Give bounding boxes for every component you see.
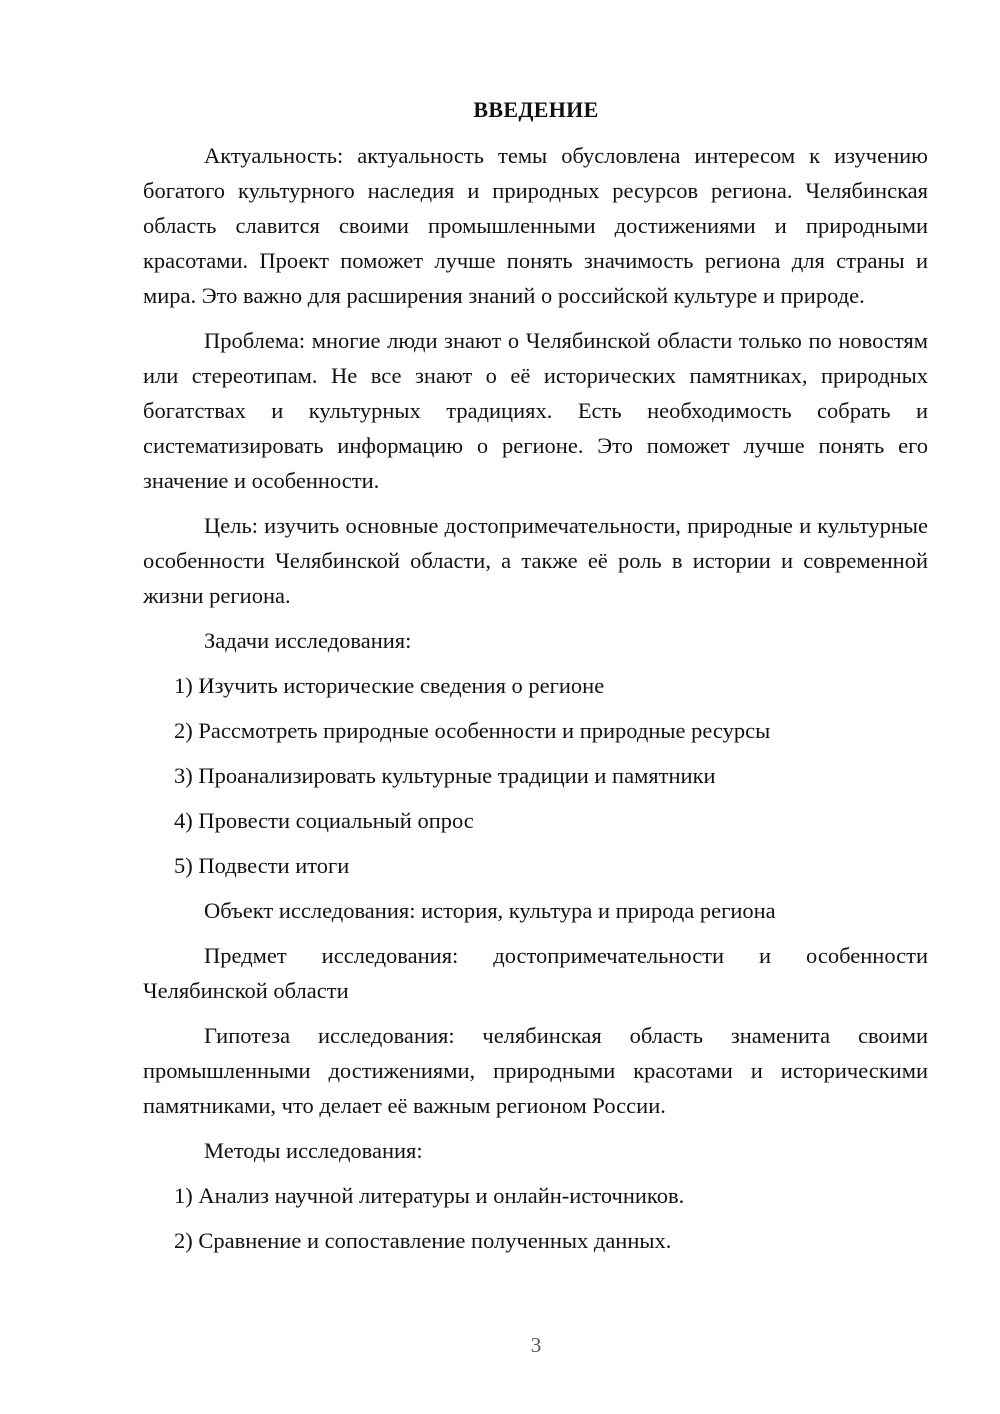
method-item: 2) Сравнение и сопоставление полученных данных. — [174, 1228, 672, 1253]
task-item: 2) Рассмотреть природные особенности и природные ресурсы — [174, 718, 771, 743]
hypothesis-paragraph: Гипотеза исследования: челябинская область знаменита своими промышленными достижениями, природными красотами и историческими памятниками, что делает её важным регионом России. — [143, 1023, 928, 1118]
section-heading: ВВЕДЕНИЕ — [473, 97, 599, 122]
task-item: 1) Изучить исторические сведения о регионе — [174, 673, 605, 698]
relevance-paragraph: Актуальность: актуальность темы обусловлена интересом к изучению богатого культурного наследия и природных ресурсов региона. Челябинская область славится своими промышленными достижениями и природными красотами. Проект поможет лучше понять значимость региона для страны и мира. Это важно для расширения знаний о российской культуре и природе. — [143, 143, 928, 308]
document-body — [143, 138, 928, 1268]
tasks-title: Задачи исследования: — [204, 628, 412, 653]
task-item: 3) Проанализировать культурные традиции и памятники — [174, 763, 716, 788]
subject-paragraph: Предмет исследования: достопримечательности и особенности Челябинской области — [143, 943, 928, 1003]
method-item: 1) Анализ научной литературы и онлайн-источников. — [174, 1183, 685, 1208]
problem-paragraph: Проблема: многие люди знают о Челябинской области только по новостям или стереотипам. Не все знают о её исторических памятниках, природных богатствах и культурных традициях. Есть необходимость собрать и систематизировать информацию о регионе. Это поможет лучше понять его значение и особенности. — [143, 328, 928, 493]
page-number: 3 — [530, 1333, 542, 1357]
task-item: 4) Провести социальный опрос — [174, 808, 474, 833]
task-item: 5) Подвести итоги — [174, 853, 350, 878]
goal-paragraph: Цель: изучить основные достопримечательности, природные и культурные особенности Челябинской области, а также её роль в истории и современной жизни региона. — [143, 513, 928, 608]
methods-title: Методы исследования: — [204, 1138, 423, 1163]
object-paragraph: Объект исследования: история, культура и природа региона — [204, 898, 776, 923]
